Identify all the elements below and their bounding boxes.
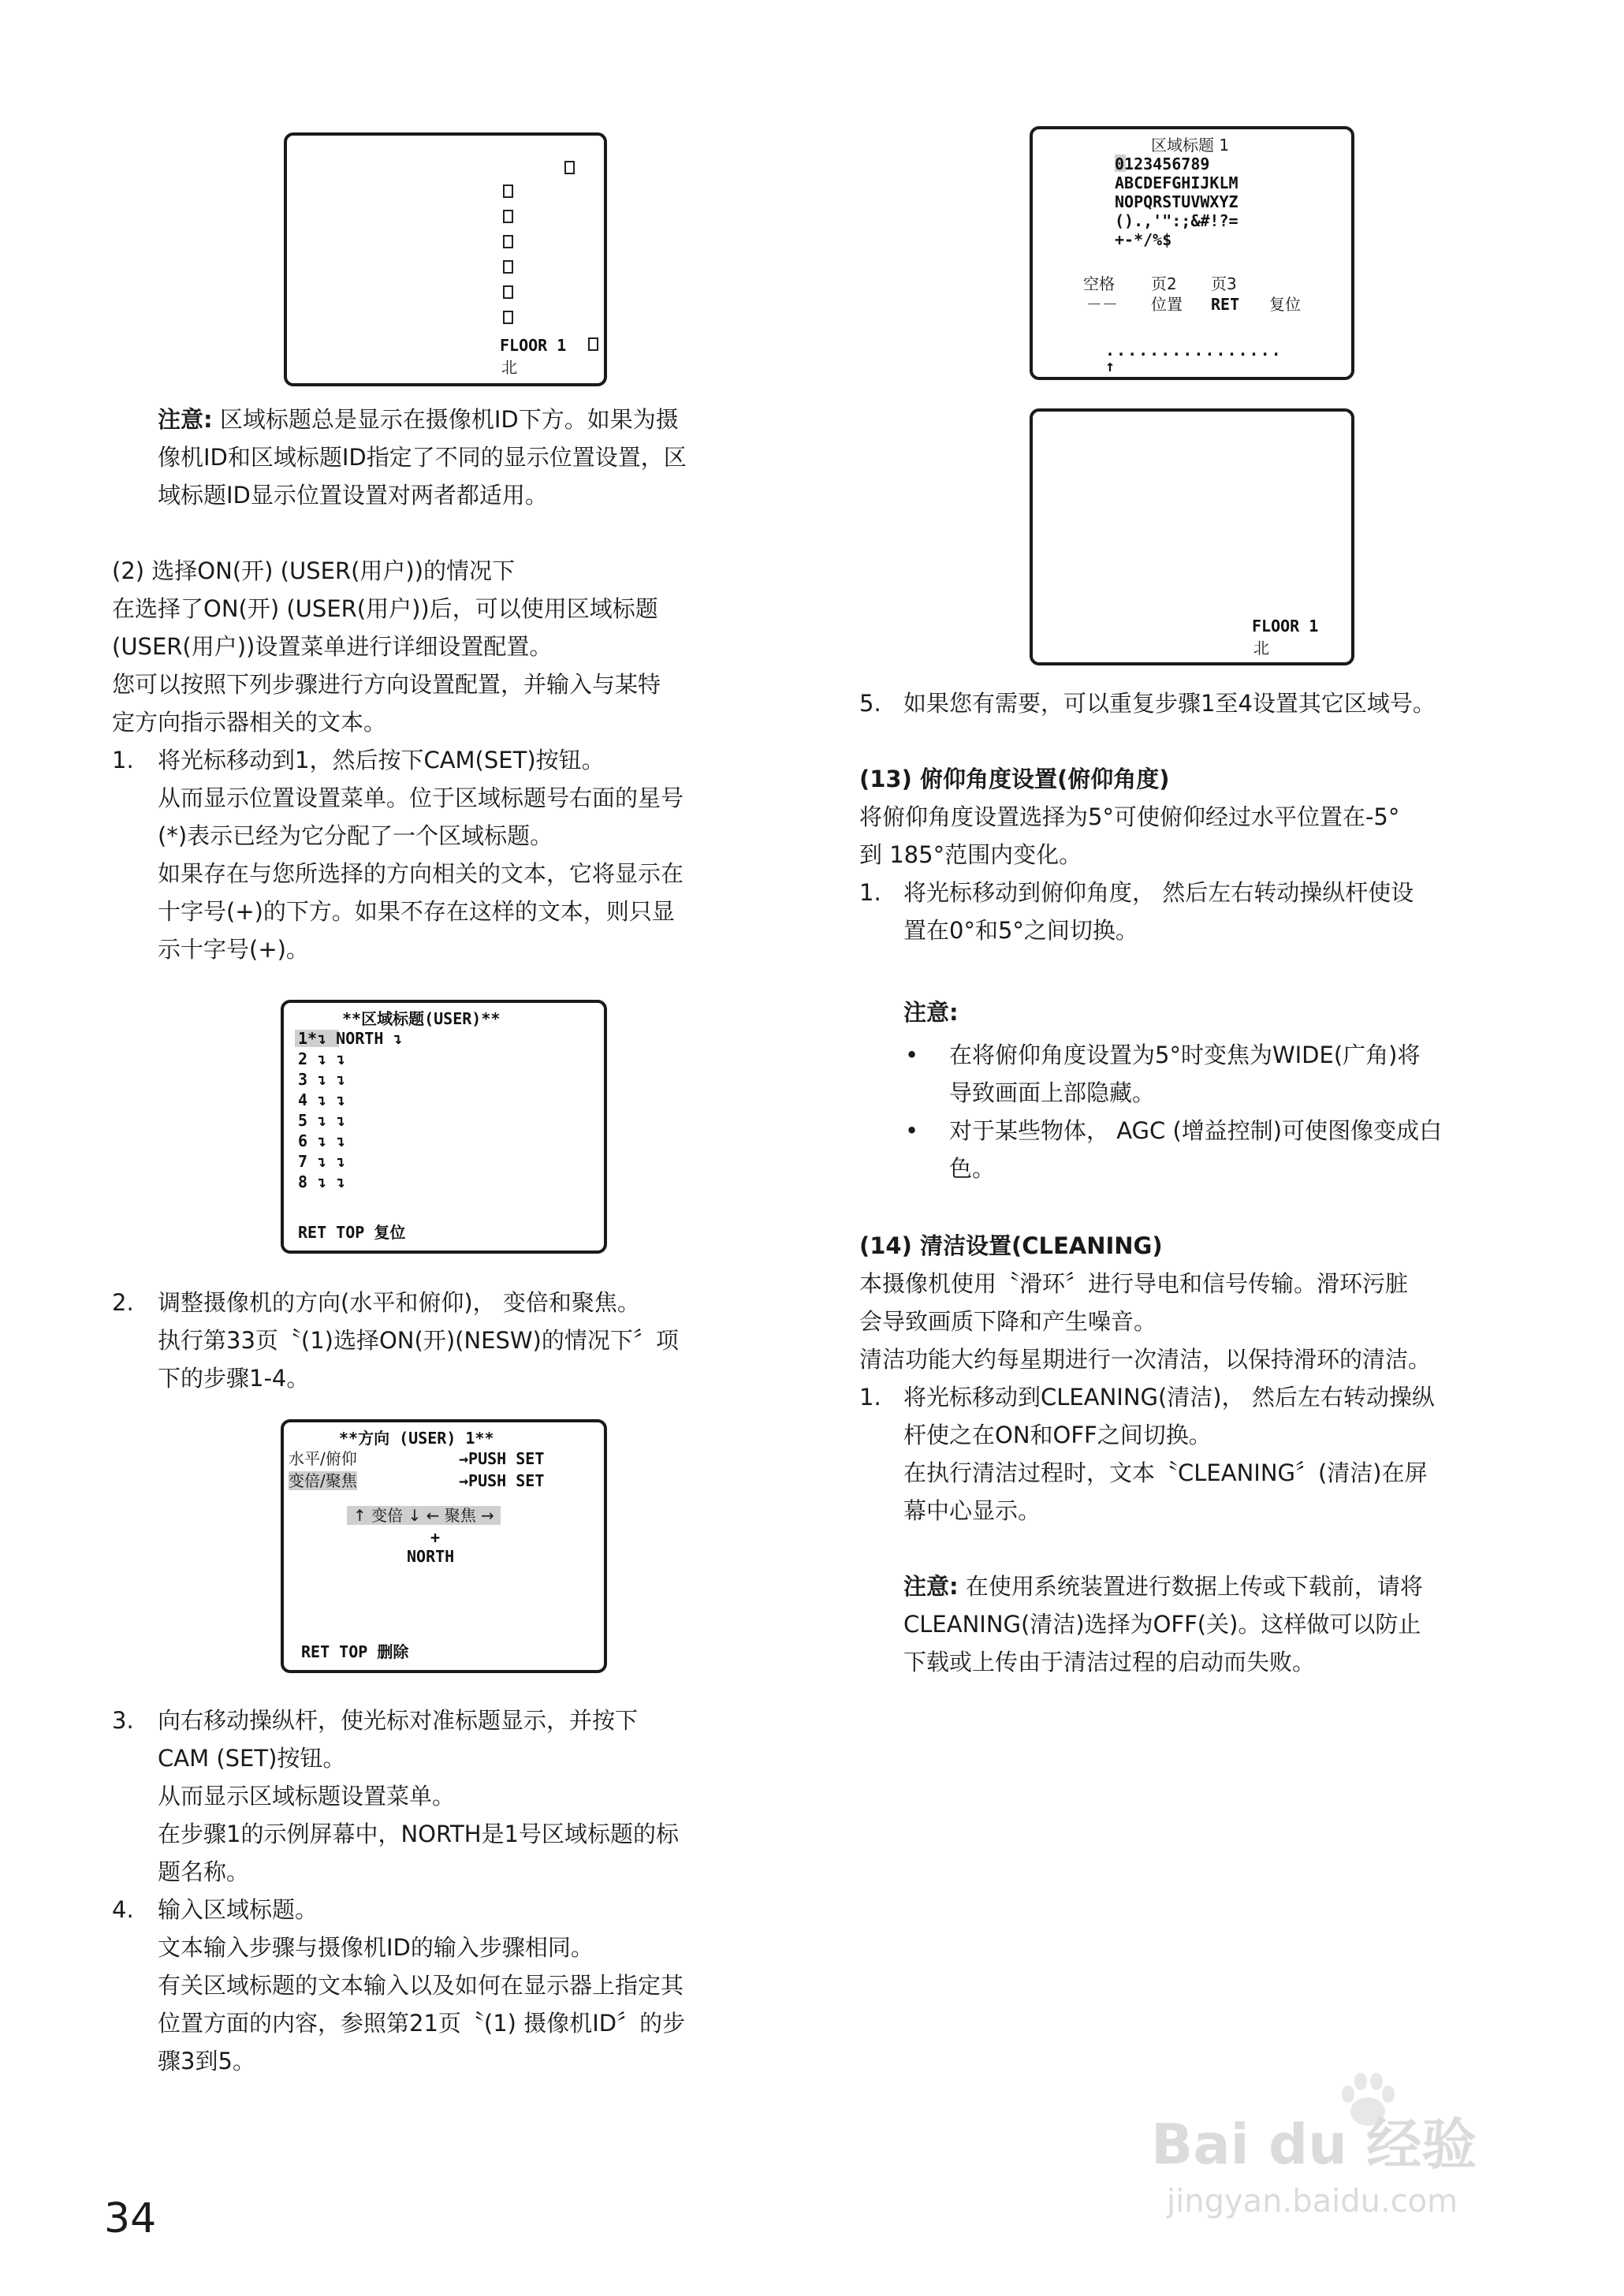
step-line: 执行第33页〝(1)选择ON(开)(NESW)的情况下〞项 xyxy=(158,1327,679,1354)
step-line: 输入区域标题。 xyxy=(158,1896,318,1923)
direction-label: 北 xyxy=(1253,639,1269,658)
page2-label[interactable]: 页2 xyxy=(1151,274,1177,293)
para-line: 您可以按照下列步骤进行方向设置配置，并输入与某特 xyxy=(112,671,661,698)
direction-text: NORTH xyxy=(407,1547,455,1566)
note-line-2: 像机ID和区域标题ID指定了不同的显示位置设置，区 xyxy=(158,444,687,471)
watermark-text: Bai du 经验 xyxy=(1151,2112,1477,2177)
monitor-screen-5 xyxy=(1030,408,1354,665)
step-number: 1. xyxy=(859,879,881,906)
monitor-screen-4 xyxy=(1030,126,1354,380)
watermark-url: jingyan.baidu.com xyxy=(1167,2183,1458,2220)
bullet-icon: • xyxy=(905,1042,919,1068)
screen-footer[interactable]: RET TOP 复位 xyxy=(298,1223,406,1242)
step-number: 1. xyxy=(112,747,134,773)
monitor-screen-3 xyxy=(281,1419,607,1673)
step-line: 置在0°和5°之间切换。 xyxy=(903,917,1138,944)
position-label[interactable]: 位置 xyxy=(1151,295,1183,314)
menu-row[interactable]: 1*↴ NORTH ↴ xyxy=(298,1029,403,1048)
placeholder-glyph-icon xyxy=(588,337,598,351)
step-line: 将光标移动到俯仰角度， 然后左右转动操纵杆使设 xyxy=(903,879,1414,906)
step-line: 如果您有需要，可以重复步骤1至4设置其它区域号。 xyxy=(903,690,1436,717)
step-line: 骤3到5。 xyxy=(158,2048,255,2074)
para-line: 定方向指示器相关的文本。 xyxy=(112,709,387,736)
placeholder-glyph-icon xyxy=(503,210,513,223)
menu-row-label[interactable]: 水平/俯仰 xyxy=(289,1449,357,1468)
page3-label[interactable]: 页3 xyxy=(1211,274,1237,293)
step-line: 有关区域标题的文本输入以及如何在显示器上指定其 xyxy=(158,1972,684,1999)
note-label: 注意: xyxy=(158,406,213,433)
menu-row[interactable]: 4 ↴ ↴ xyxy=(298,1090,346,1109)
step-line: 下的步骤1-4。 xyxy=(158,1365,310,1392)
note-line-3: 下载或上传由于清洁过程的启动而失败。 xyxy=(903,1649,1316,1675)
char-row[interactable]: 0123456789 xyxy=(1115,155,1210,173)
char-row[interactable]: NOPQRSTUVWXYZ xyxy=(1115,192,1238,211)
para-line: 到 185°范围内变化。 xyxy=(859,841,1082,868)
menu-row[interactable]: 3 ↴ ↴ xyxy=(298,1070,346,1089)
placeholder-glyph-icon xyxy=(564,161,575,174)
step-line: 向右移动操纵杆，使光标对准标题显示，并按下 xyxy=(158,1707,639,1734)
step-line: 将光标移动到CLEANING(清洁)， 然后左右转动操纵 xyxy=(903,1384,1435,1411)
page-number: 34 xyxy=(104,2195,157,2242)
menu-row-label[interactable]: 变倍/聚焦 xyxy=(289,1471,357,1490)
zoom-focus-control[interactable]: ↑ 变倍 ↓ ← 聚焦 → xyxy=(347,1506,501,1525)
screen-title: 区域标题 1 xyxy=(1151,136,1230,155)
para-line: 将俯仰角度设置选择为5°可使俯仰经过水平位置在-5° xyxy=(859,803,1400,830)
menu-row-value[interactable]: →PUSH SET xyxy=(459,1471,545,1490)
space-label[interactable]: 空格 xyxy=(1083,274,1115,293)
step-number: 2. xyxy=(112,1289,134,1316)
para-line: 清洁功能大约每星期进行一次清洁，以保持滑环的清洁。 xyxy=(859,1346,1432,1373)
section-heading: (14) 清洁设置(CLEANING) xyxy=(859,1232,1163,1259)
menu-row-value[interactable]: →PUSH SET xyxy=(459,1449,545,1468)
bullet-icon: • xyxy=(905,1117,919,1144)
section-heading: (13) 俯仰角度设置(俯仰角度) xyxy=(859,766,1170,792)
title-dots: ................ xyxy=(1105,341,1283,360)
step-number: 4. xyxy=(112,1896,134,1923)
step-line: 从而显示区域标题设置菜单。 xyxy=(158,1783,456,1810)
menu-row[interactable]: 6 ↴ ↴ xyxy=(298,1131,346,1150)
screen-footer[interactable]: RET TOP 删除 xyxy=(301,1642,409,1661)
step-line: (*)表示已经为它分配了一个区域标题。 xyxy=(158,822,553,849)
char-row[interactable]: ().,'":;&#!?= xyxy=(1115,211,1238,230)
bullet-line: 导致画面上部隐藏。 xyxy=(949,1079,1156,1106)
center-cross: + xyxy=(430,1528,441,1547)
floor-label: FLOOR 1 xyxy=(500,336,567,355)
direction-label: 北 xyxy=(501,358,517,377)
placeholder-glyph-icon xyxy=(503,260,513,274)
baidu-watermark xyxy=(1151,2066,1545,2223)
note-label: 注意: xyxy=(903,1573,959,1600)
floor-label: FLOOR 1 xyxy=(1252,617,1319,636)
monitor-screen-2 xyxy=(281,1000,607,1254)
step-line: 杆使之在ON和OFF之间切换。 xyxy=(903,1422,1212,1448)
step-line: 从而显示位置设置菜单。位于区域标题号右面的星号 xyxy=(158,785,684,811)
step-line: 题名称。 xyxy=(158,1858,250,1885)
step-line: 如果存在与您所选择的方向相关的文本，它将显示在 xyxy=(158,860,684,887)
step-line: 示十字号(+)。 xyxy=(158,936,309,963)
menu-row[interactable]: 5 ↴ ↴ xyxy=(298,1111,346,1130)
char-row[interactable]: +-*/%$ xyxy=(1115,230,1172,249)
screen-title: **区域标题(USER)** xyxy=(342,1009,501,1028)
reset-label[interactable]: 复位 xyxy=(1269,295,1301,314)
step-line: 在执行清洁过程时，文本〝CLEANING〞(清洁)在屏 xyxy=(903,1459,1428,1486)
step-line: 幕中心显示。 xyxy=(903,1497,1041,1524)
para-line: (USER(用户))设置菜单进行详细设置配置。 xyxy=(112,633,553,660)
note-line-3: 域标题ID显示位置设置对两者都适用。 xyxy=(158,482,548,509)
step-line: 位置方面的内容，参照第21页〝(1) 摄像机ID〞的步 xyxy=(158,2010,686,2037)
note-line-1: 注意: 区域标题总是显示在摄像机ID下方。如果为摄 xyxy=(158,406,679,433)
step-line: 文本输入步骤与摄像机ID的输入步骤相同。 xyxy=(158,1934,594,1961)
section-heading: (2) 选择ON(开) (USER(用户))的情况下 xyxy=(112,557,516,584)
step-line: 十字号(+)的下方。如果不存在这样的文本，则只显 xyxy=(158,898,675,925)
note-label: 注意: xyxy=(903,999,959,1026)
note-line-1: 注意: 在使用系统装置进行数据上传或下载前，请将 xyxy=(903,1573,1423,1600)
bullet-line: 在将俯仰角度设置为5°时变焦为WIDE(广角)将 xyxy=(949,1042,1421,1068)
menu-row[interactable]: 7 ↴ ↴ xyxy=(298,1152,346,1171)
space-value: －－ xyxy=(1086,295,1118,314)
placeholder-glyph-icon xyxy=(503,285,513,299)
placeholder-glyph-icon xyxy=(503,184,513,198)
monitor-screen-1 xyxy=(284,132,607,386)
step-line: CAM (SET)按钮。 xyxy=(158,1745,346,1772)
para-line: 本摄像机使用〝滑环〞进行导电和信号传输。滑环污脏 xyxy=(859,1270,1409,1297)
screen-title: **方向 (USER) 1** xyxy=(339,1429,494,1448)
placeholder-glyph-icon xyxy=(503,235,513,248)
note-line-2: CLEANING(清洁)选择为OFF(关)。这样做可以防止 xyxy=(903,1611,1421,1638)
step-line: 在步骤1的示例屏幕中，NORTH是1号区域标题的标 xyxy=(158,1821,679,1847)
para-line: 在选择了ON(开) (USER(用户))后，可以使用区域标题 xyxy=(112,595,658,622)
para-line: 会导致画质下降和产生噪音。 xyxy=(859,1308,1157,1335)
menu-row[interactable]: 2 ↴ ↴ xyxy=(298,1049,346,1068)
bullet-line: 色。 xyxy=(949,1155,996,1182)
step-line: 将光标移动到1，然后按下CAM(SET)按钮。 xyxy=(158,747,605,773)
step-number: 5. xyxy=(859,690,881,717)
step-line: 调整摄像机的方向(水平和俯仰)， 变倍和聚焦。 xyxy=(158,1289,640,1316)
bullet-line: 对于某些物体， AGC (增益控制)可使图像变成白 xyxy=(949,1117,1443,1144)
step-number: 3. xyxy=(112,1707,134,1734)
placeholder-glyph-icon xyxy=(503,311,513,324)
step-number: 1. xyxy=(859,1384,881,1411)
char-row[interactable]: ABCDEFGHIJKLM xyxy=(1115,173,1238,192)
cursor-arrow-icon: ↑ xyxy=(1105,356,1116,375)
ret-label[interactable]: RET xyxy=(1211,295,1240,314)
menu-row[interactable]: 8 ↴ ↴ xyxy=(298,1172,346,1191)
